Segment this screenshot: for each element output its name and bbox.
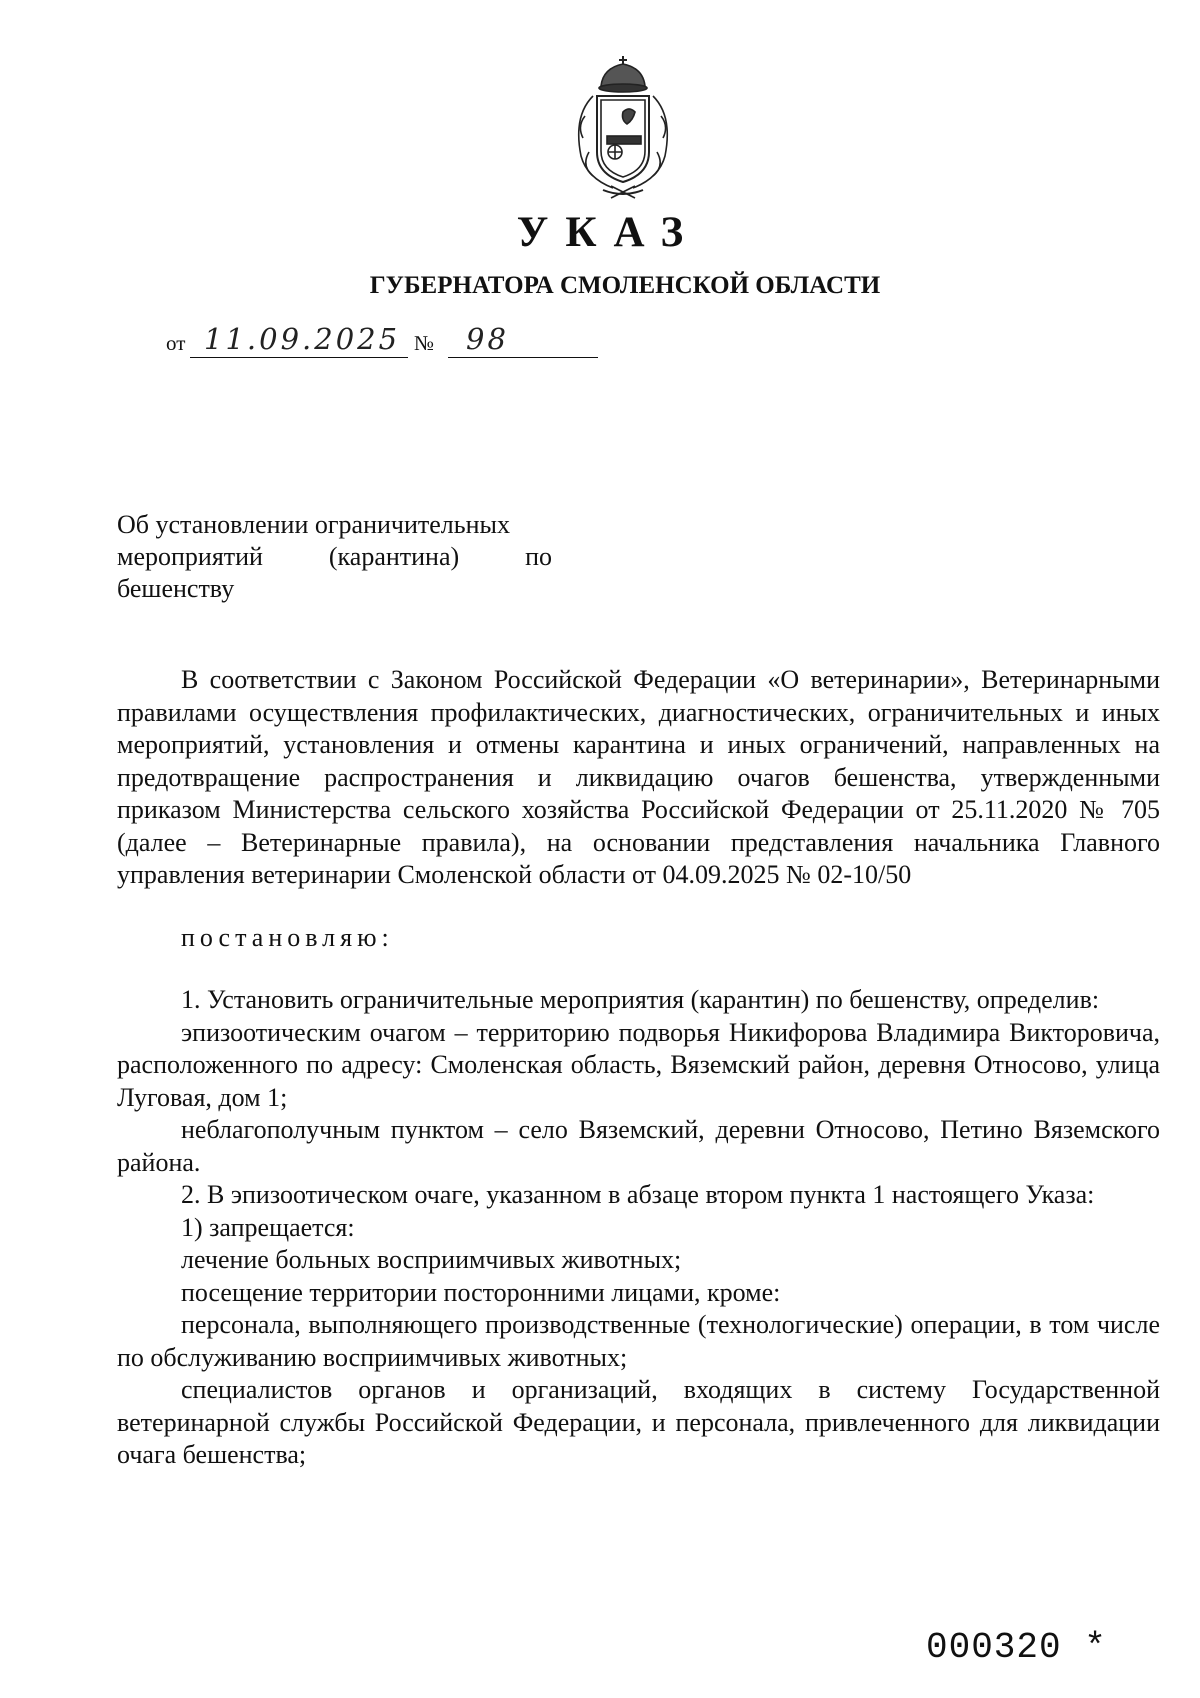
document-title: УКАЗ <box>516 209 701 256</box>
document-heading <box>117 509 552 605</box>
paragraph-5: 1) запрещается: <box>181 1212 355 1242</box>
decree-word: постановляю: <box>181 922 394 952</box>
paragraph-1: 1. Установить ограничительные мероприятия (карантин) по бешенству, определив: <box>181 985 1100 1014</box>
paragraph-3: неблагополучным пунктом – село Вяземский, деревни Относово, Петино Вяземского района. <box>117 1115 1160 1177</box>
paragraph-8: персонала, выполняющего производственные (технологические) операции, в том числе по обслуживанию восприимчивых животных; <box>117 1310 1160 1372</box>
number-prefix: № <box>414 331 435 355</box>
date-number-line <box>166 322 606 358</box>
paragraph-7: посещение территории посторонними лицами, кроме: <box>181 1277 781 1307</box>
paragraph-2: эпизоотическим очагом – территорию подворья Никифорова Владимира Викторовича, расположенного по адресу: Смоленская область, Вяземский район, деревня Относово, улица Луговая, дом 1; <box>117 1017 1160 1112</box>
document-serial-number: 000320 * <box>926 1627 1107 1668</box>
coat-of-arms-emblem <box>563 56 683 200</box>
heading-line-2: мероприятий (карантина) по <box>117 542 552 571</box>
heading-line-3: бешенству <box>117 574 235 603</box>
number-underline <box>448 322 598 358</box>
paragraph-9: специалистов органов и организаций, входящих в систему Государственной ветеринарной службы Российской Федерации, и персонала, привлеченного для ликвидации очага бешенства; <box>117 1375 1160 1469</box>
date-prefix: от <box>166 331 186 355</box>
heading-line-1: Об установлении ограничительных <box>117 510 511 539</box>
date-handwritten: 11.09.2025 <box>204 322 401 356</box>
document-subtitle: ГУБЕРНАТОРА СМОЛЕНСКОЙ ОБЛАСТИ <box>369 272 881 299</box>
number-handwritten: 98 <box>466 322 509 356</box>
date-underline <box>190 322 408 358</box>
paragraph-6: лечение больных восприимчивых животных; <box>181 1245 682 1274</box>
preamble-paragraph: В соответствии с Законом Российской Федерации «О ветеринарии», Ветеринарными правилами осуществления профилактических, диагностических, ограничительных и иных мероприятий, установления и отмены карантина и иных ограничений, направленных на предотвращение распространения и ликвидацию очагов бешенства, утвержденными приказом Министерства сельского хозяйства Российской Федерации от 25.11.2020 № 705 (далее – Ветеринарные правила), на основании представления начальника Главного управления ветеринарии Смоленской области от 04.09.2025 № 02-10/50 <box>117 665 1160 889</box>
paragraph-4: 2. В эпизоотическом очаге, указанном в абзаце втором пункта 1 настоящего Указа: <box>181 1180 1095 1209</box>
document-body <box>117 664 1160 1472</box>
